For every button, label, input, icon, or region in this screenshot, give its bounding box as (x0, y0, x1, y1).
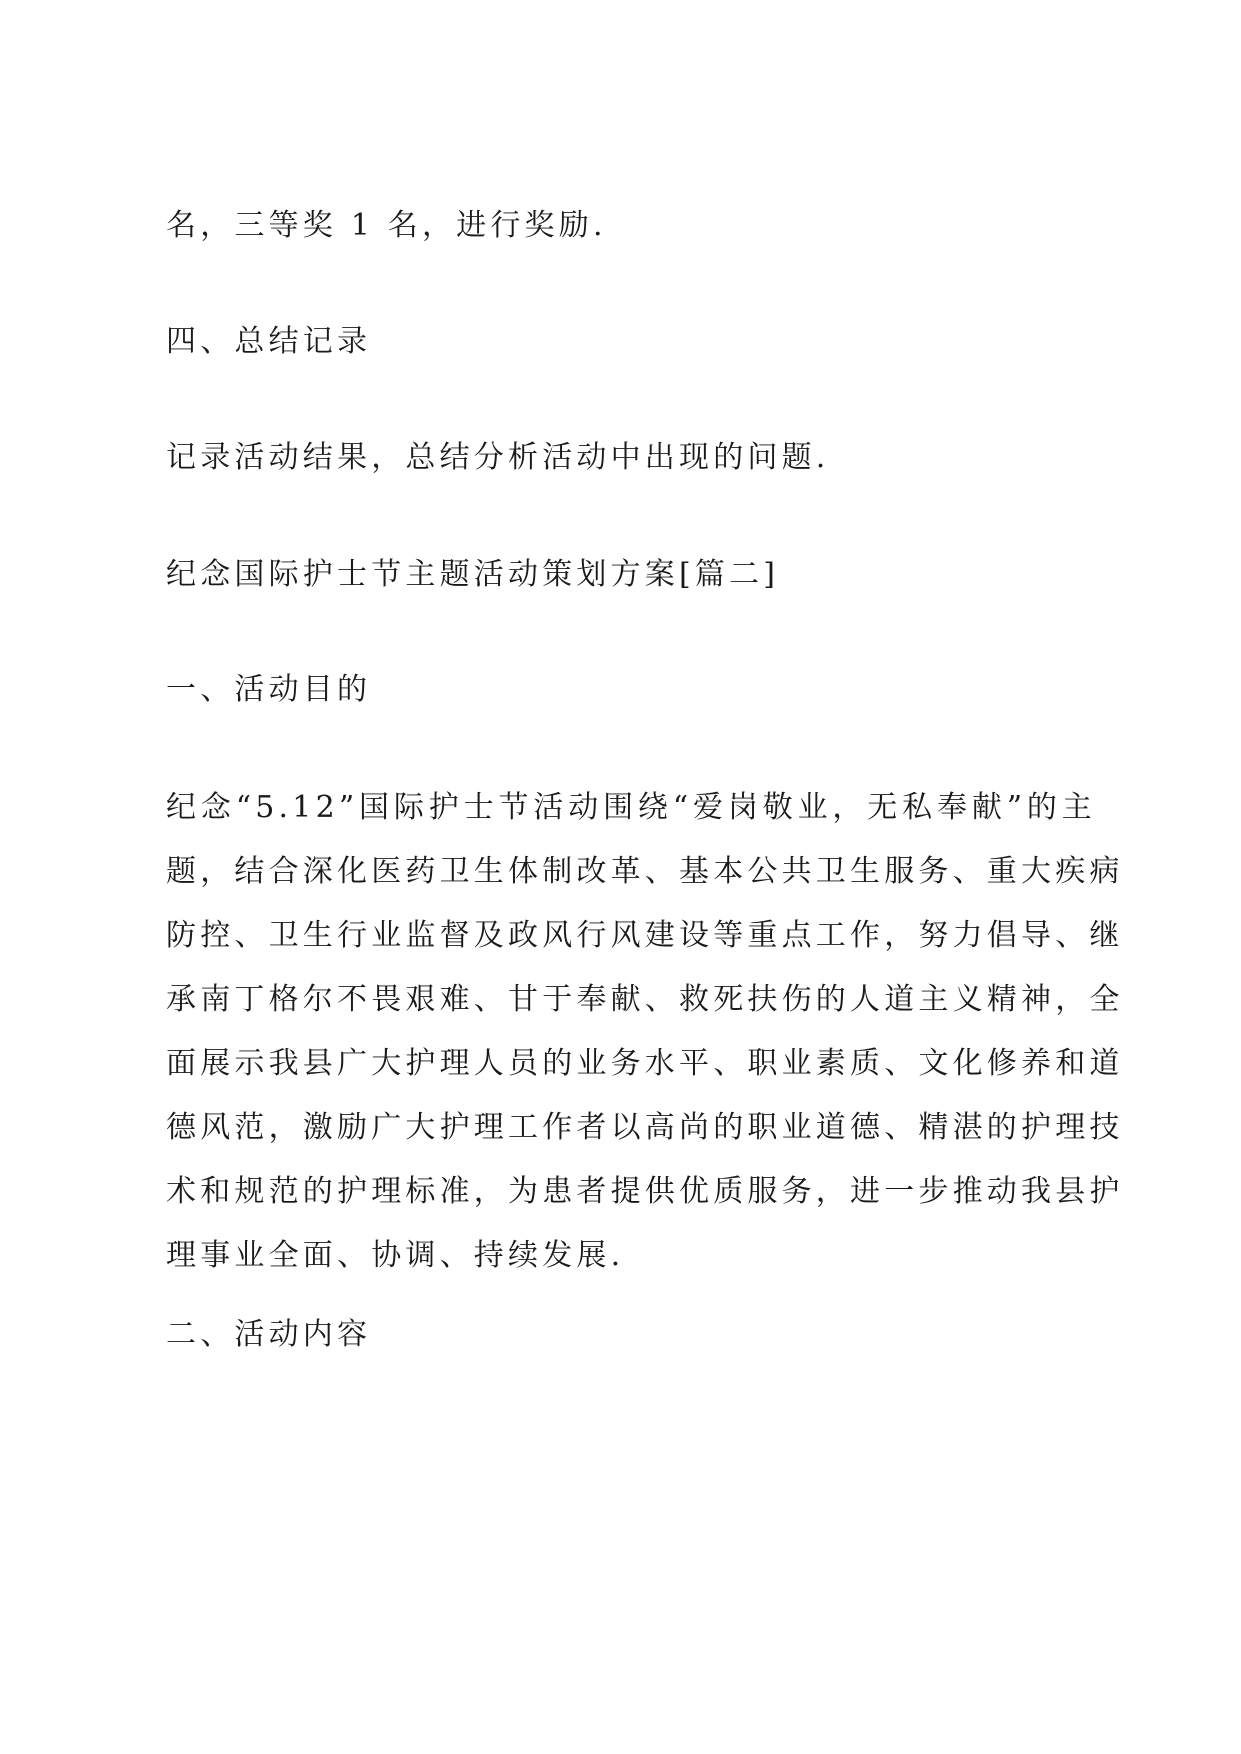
summary-line: 记录活动结果，总结分析活动中出现的问题. (166, 440, 830, 475)
paragraph-line: 题，结合深化医药卫生体制改革、基本公共卫生服务、重大疾病 (166, 854, 1124, 889)
paragraph-line: 纪念“5.12”国际护士节活动围绕“爱岗敬业，无私奉献”的主 (166, 790, 1096, 825)
section-heading-content: 二、活动内容 (166, 1317, 372, 1352)
section-heading-purpose: 一、活动目的 (166, 672, 372, 707)
award-line: 名，三等奖 1 名，进行奖励. (166, 208, 607, 243)
paragraph-line: 德风范，激励广大护理工作者以高尚的职业道德、精湛的护理技 (166, 1110, 1124, 1145)
section-heading-summary: 四、总结记录 (166, 324, 372, 359)
paragraph-line: 承南丁格尔不畏艰难、甘于奉献、救死扶伤的人道主义精神，全 (166, 982, 1124, 1017)
paragraph-line: 术和规范的护理标准，为患者提供优质服务，进一步推动我县护 (166, 1174, 1124, 1209)
purpose-paragraph (166, 776, 1124, 1288)
paragraph-line: 防控、卫生行业监督及政风行风建设等重点工作，努力倡导、继 (166, 918, 1124, 953)
paragraph-line: 理事业全面、协调、持续发展. (166, 1238, 625, 1273)
paragraph-line: 面展示我县广大护理人员的业务水平、职业素质、文化修养和道 (166, 1046, 1124, 1081)
document-title-part2: 纪念国际护士节主题活动策划方案[篇二] (166, 557, 780, 592)
